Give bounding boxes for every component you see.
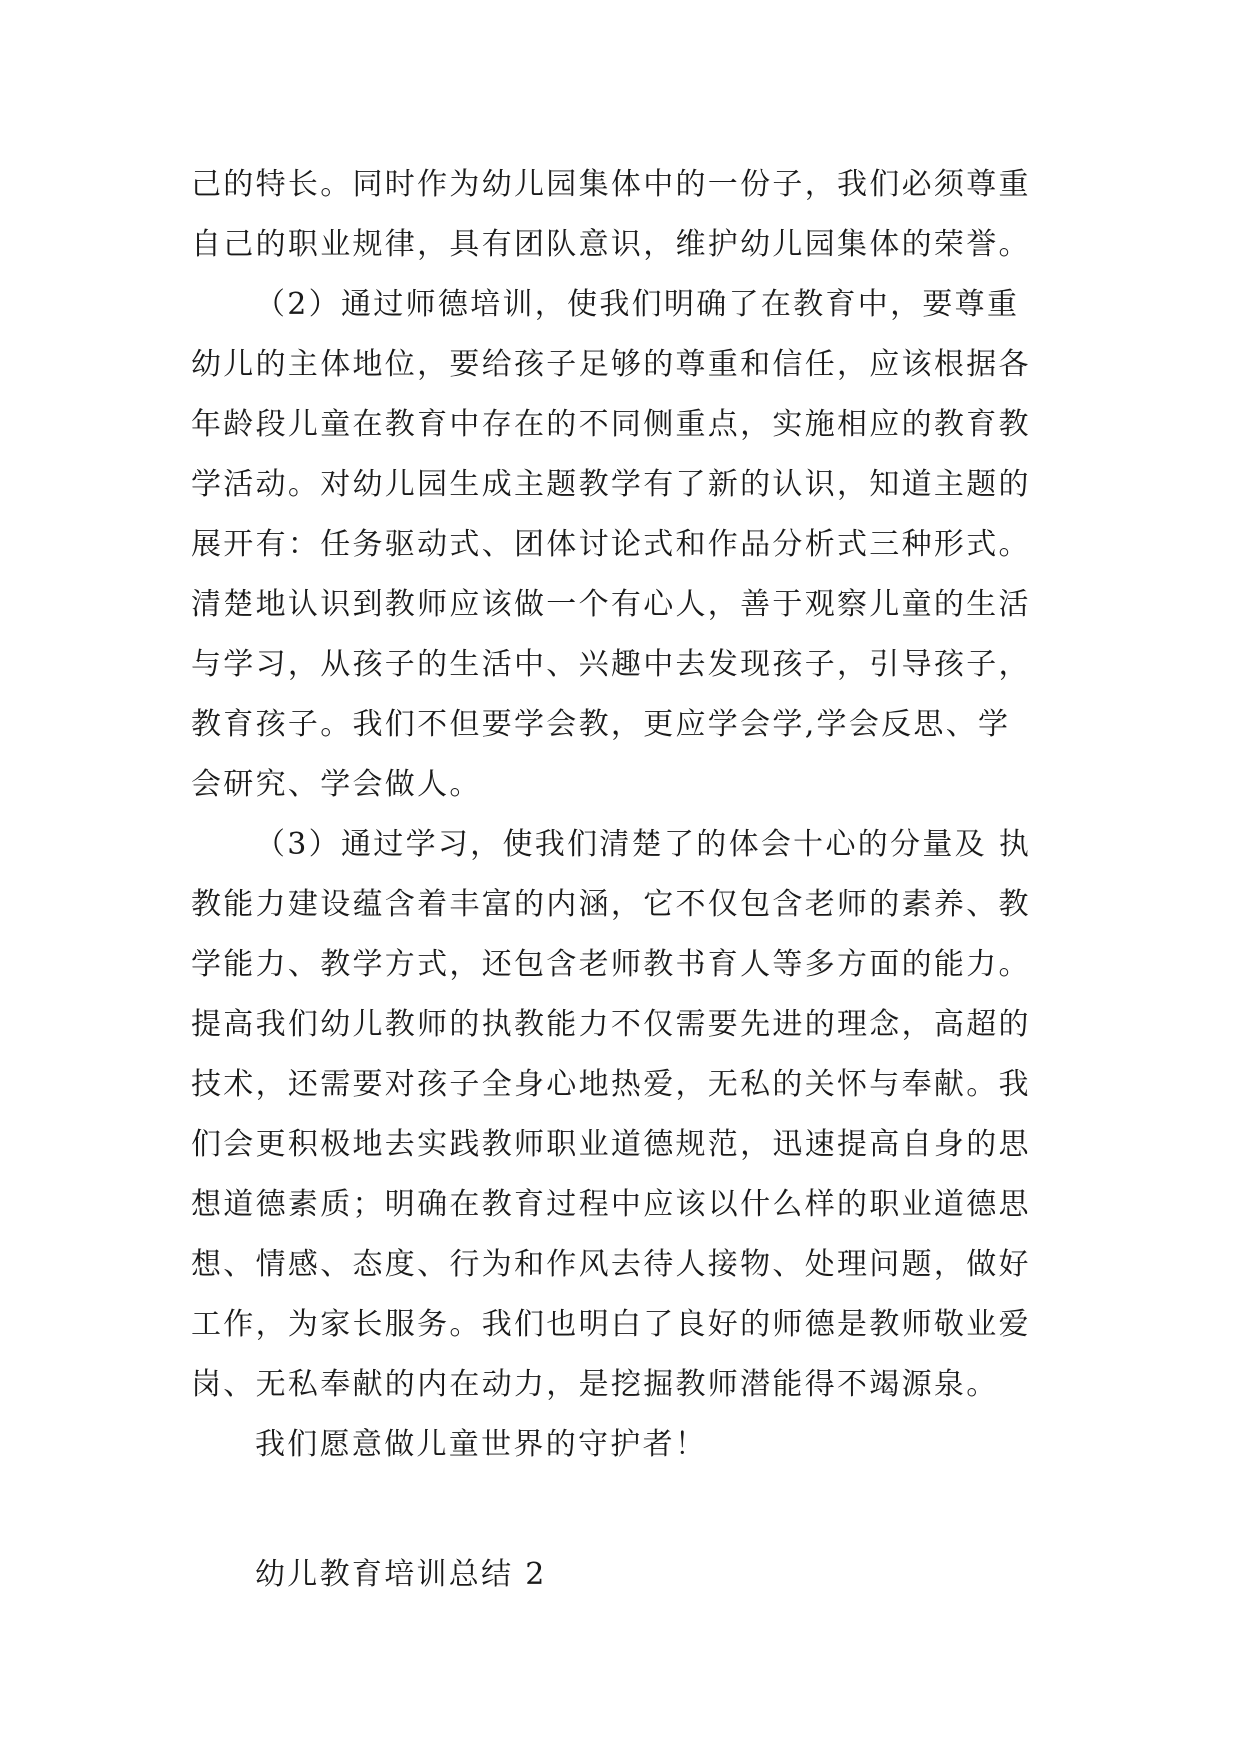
text-line: 会研究、学会做人。 [191, 767, 482, 802]
text-line: 工作，为家长服务。我们也明白了良好的师德是教师敬业爱 [191, 1307, 1031, 1342]
text-line: 年龄段儿童在教育中存在的不同侧重点，实施相应的教育教 [191, 407, 1031, 442]
text-line: （2）通过师德培训，使我们明确了在教育中，要尊重 [255, 287, 1020, 322]
text-line: 想、情感、态度、行为和作风去待人接物、处理问题，做好 [191, 1247, 1031, 1282]
text-line: 自己的职业规律，具有团队意识，维护幼儿园集体的荣誉。 [191, 227, 1031, 262]
text-line: 学活动。对幼儿园生成主题教学有了新的认识，知道主题的 [191, 467, 1031, 502]
text-line: 教育孩子。我们不但要学会教，更应学会学,学会反思、学 [191, 707, 1011, 742]
text-line: 展开有：任务驱动式、团体讨论式和作品分析式三种形式。 [191, 527, 1031, 562]
text-line: 教能力建设蕴含着丰富的内涵，它不仅包含老师的素养、教 [191, 887, 1031, 922]
text-line: 清楚地认识到教师应该做一个有心人，善于观察儿童的生活 [191, 587, 1031, 622]
text-line: 想道德素质；明确在教育过程中应该以什么样的职业道德思 [191, 1187, 1031, 1222]
text-line: 己的特长。同时作为幼儿园集体中的一份子，我们必须尊重 [191, 167, 1031, 202]
section-heading: 幼儿教育培训总结 2 [255, 1557, 547, 1592]
closing-line: 我们愿意做儿童世界的守护者！ [255, 1427, 708, 1462]
text-line: 技术，还需要对孩子全身心地热爱，无私的关怀与奉献。我 [191, 1067, 1031, 1102]
text-line: 与学习，从孩子的生活中、兴趣中去发现孩子，引导孩子， [191, 647, 1031, 682]
text-line: 幼儿的主体地位，要给孩子足够的尊重和信任，应该根据各 [191, 347, 1031, 382]
text-line: 们会更积极地去实践教师职业道德规范，迅速提高自身的思 [191, 1127, 1031, 1162]
text-line: 岗、无私奉献的内在动力，是挖掘教师潜能得不竭源泉。 [191, 1367, 999, 1402]
text-line: 提高我们幼儿教师的执教能力不仅需要先进的理念，高超的 [191, 1007, 1031, 1042]
text-line: （3）通过学习，使我们清楚了的体会十心的分量及 执 [255, 827, 1032, 862]
text-line: 学能力、教学方式，还包含老师教书育人等多方面的能力。 [191, 947, 1031, 982]
